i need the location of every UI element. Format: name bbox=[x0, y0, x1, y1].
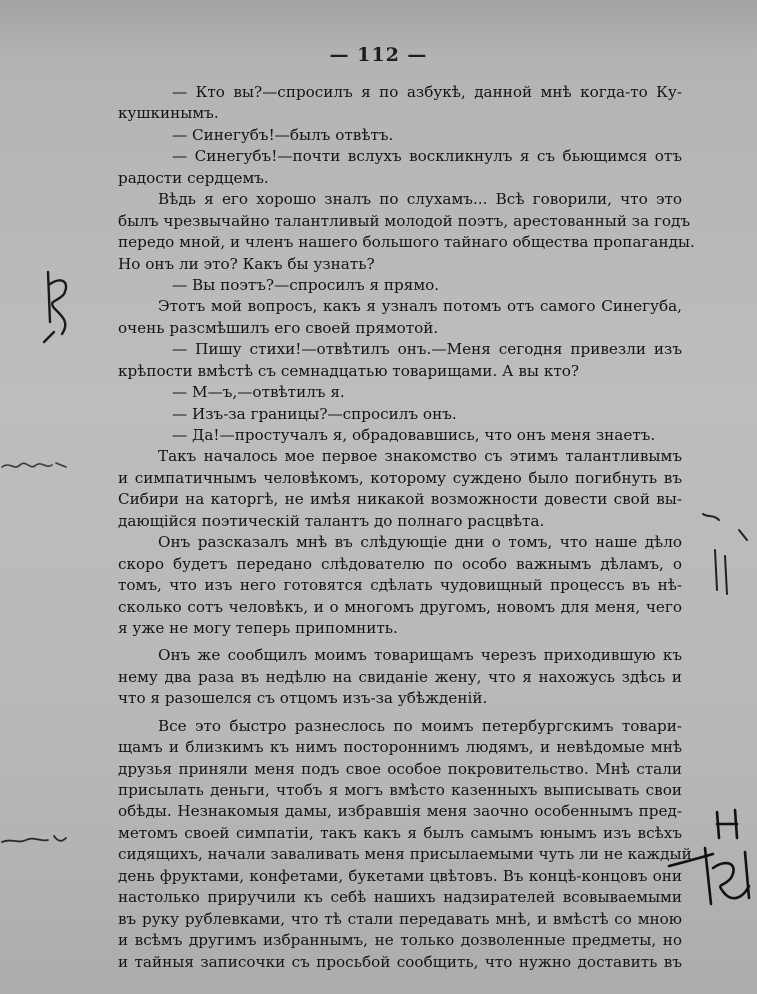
text-line: сидящихъ, начали заваливать меня присылаемыми чуть ли не каждый bbox=[118, 845, 692, 864]
text-line: Этотъ мой вопросъ, какъ я узналъ потомъ отъ самого Синегуба, bbox=[158, 297, 682, 316]
handwritten-scribble-icon bbox=[0, 830, 70, 850]
text-line: — Синегубъ!—почти вслухъ воскликнулъ я съ бьющимся отъ bbox=[172, 147, 682, 166]
handwritten-margin-mark-icon bbox=[695, 510, 755, 600]
text-line: Вѣдь я его хорошо зналъ по слухамъ... Всѣ говорили, что это bbox=[158, 190, 682, 209]
text-line: я уже не могу теперь припомнить. bbox=[118, 618, 398, 637]
text-line: и всѣмъ другимъ избраннымъ, не только дозволенные предметы, но bbox=[118, 931, 682, 950]
text-line: — Да!—простучалъ я, обрадовавшись, что онъ меня знаетъ. bbox=[172, 426, 656, 444]
text-line: очень разсмѣшилъ его своей прямотой. bbox=[118, 318, 439, 337]
text-line: былъ чрезвычайно талантливый молодой поэтъ, арестованный за годъ bbox=[118, 211, 691, 230]
text-line: въ руку рублевками, что тѣ стали передавать мнѣ, и вмѣстѣ со мною bbox=[118, 909, 682, 928]
text-line: кушкинымъ. bbox=[118, 104, 219, 123]
handwritten-margin-mark-icon bbox=[40, 262, 80, 352]
text-line: и тайныя записочки съ просьбой сообщить, что нужно доставить въ bbox=[118, 952, 682, 971]
text-line: метомъ своей симпатіи, такъ какъ я былъ самымъ юнымъ изъ всѣхъ bbox=[118, 823, 682, 842]
text-line: Но онъ ли это? Какъ бы узнать? bbox=[118, 254, 375, 273]
text-line: присылать деньги, чтобъ я могъ вмѣсто казенныхъ выписывать свои bbox=[118, 781, 682, 799]
text-line: дающійся поэтическій талантъ до полнаго расцвѣта. bbox=[118, 511, 545, 530]
text-line: нему два раза въ недѣлю на свиданіе жену, что я нахожусь здѣсь и bbox=[118, 667, 682, 686]
text-line: сколько сотъ человѣкъ, и о многомъ другомъ, новомъ для меня, чего bbox=[118, 597, 682, 616]
text-body bbox=[118, 82, 695, 973]
text-line: — Вы поэтъ?—спросилъ я прямо. bbox=[172, 275, 440, 294]
text-line: друзья приняли меня подъ свое особое покровительство. Мнѣ стали bbox=[118, 759, 682, 778]
text-line: щамъ и близкимъ къ нимъ постороннимъ людямъ, и невѣдомые мнѣ bbox=[118, 738, 682, 757]
page-number: — 112 — bbox=[329, 44, 428, 66]
text-line: обѣды. Незнакомыя дамы, избравшія меня заочно особеннымъ пред- bbox=[118, 802, 682, 821]
text-line: Онъ же сообщилъ моимъ товарищамъ черезъ приходившую къ bbox=[158, 646, 682, 665]
text-line: томъ, что изъ него готовятся сдѣлать чудовищный процессъ въ нѣ- bbox=[118, 576, 682, 595]
handwritten-margin-mark-icon bbox=[665, 808, 757, 918]
text-line: радости сердцемъ. bbox=[118, 168, 269, 187]
text-line: крѣпости вмѣстѣ съ семнадцатью товарищами. А вы кто? bbox=[118, 361, 580, 380]
text-line: — Кто вы?—спросилъ я по азбукѣ, данной мнѣ когда-то Ку- bbox=[172, 83, 682, 101]
text-line: — Изъ-за границы?—спросилъ онъ. bbox=[172, 404, 457, 423]
text-line: передо мной, и членъ нашего большого тайнаго общества пропаганды. bbox=[118, 233, 695, 252]
text-line: день фруктами, конфетами, букетами цвѣтовъ. Въ концѣ-концовъ они bbox=[118, 866, 682, 885]
handwritten-scribble-icon bbox=[0, 455, 70, 475]
text-line: — М—ъ,—отвѣтилъ я. bbox=[172, 383, 345, 402]
text-line: Такъ началось мое первое знакомство съ этимъ талантливымъ bbox=[158, 447, 682, 466]
text-line: — Пишу стихи!—отвѣтилъ онъ.—Меня сегодня привезли изъ bbox=[172, 340, 682, 359]
text-line: что я разошелся съ отцомъ изъ-за убѣжденій. bbox=[118, 689, 488, 708]
text-line: — Синегубъ!—былъ отвѣтъ. bbox=[172, 125, 394, 144]
text-line: и симпатичнымъ человѣкомъ, которому суждено было погибнуть въ bbox=[118, 468, 682, 487]
text-line: настолько приручили къ себѣ нашихъ надзирателей всовываемыми bbox=[118, 888, 682, 907]
text-line: Все это быстро разнеслось по моимъ петербургскимъ товари- bbox=[158, 716, 682, 735]
text-line: Онъ разсказалъ мнѣ въ слѣдующіе дни о томъ, что наше дѣло bbox=[158, 533, 682, 552]
text-line: скоро будетъ передано слѣдователю по особо важнымъ дѣламъ, о bbox=[118, 554, 682, 573]
text-line: Сибири на каторгѣ, не имѣя никакой возможности довести свой вы- bbox=[118, 490, 682, 509]
